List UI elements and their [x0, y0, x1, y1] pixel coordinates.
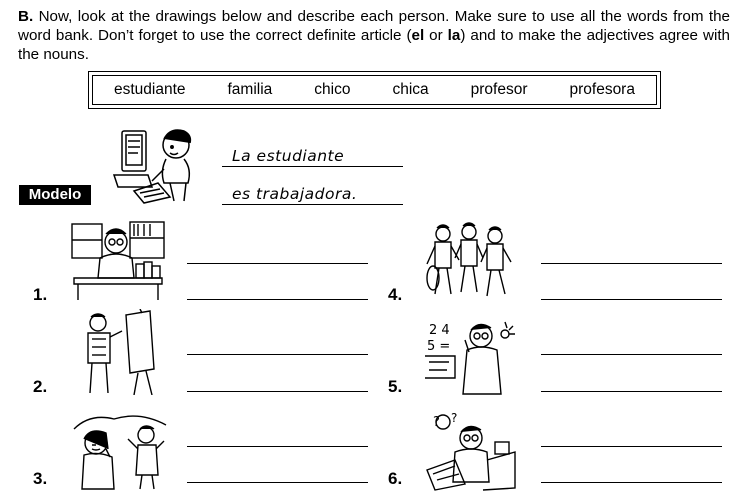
svg-text:2 4: 2 4 [429, 323, 450, 338]
answer-line-4a[interactable] [541, 263, 722, 264]
item-number-6: 6. [388, 469, 403, 488]
item-number-3: 3. [33, 469, 48, 488]
svg-text:5 =: 5 = [427, 339, 451, 354]
modelo-underline-1 [222, 166, 403, 167]
modelo-underline-2 [222, 204, 403, 205]
word-bank-item: familia [227, 81, 273, 98]
section-label: B. [18, 8, 34, 25]
answer-line-3a[interactable] [187, 446, 368, 447]
word-bank-item: profesora [569, 81, 635, 98]
item-number-1: 1. [33, 285, 48, 304]
word-bank-item: estudiante [113, 81, 186, 98]
answer-line-6a[interactable] [541, 446, 722, 447]
modelo-answer-line-2: es trabajadora. [232, 185, 358, 203]
svg-text:?: ? [451, 412, 458, 425]
tired-person-icon [70, 409, 170, 491]
instructions-or: or [424, 27, 448, 44]
student-at-computer-illustration [108, 125, 204, 205]
item-number-4: 4. [388, 285, 403, 304]
instructions-text-2: ) and to make the adjectives agree with the nouns. [18, 27, 730, 63]
answer-line-2a[interactable] [187, 354, 368, 355]
answer-line-1b[interactable] [187, 299, 368, 300]
item-number-5: 5. [388, 377, 403, 396]
word-bank-inner [92, 75, 657, 105]
item-number-2: 2. [33, 377, 48, 396]
answer-line-3b[interactable] [187, 482, 368, 483]
three-boys-walking-icon [425, 222, 515, 302]
article-la: la [447, 27, 461, 44]
answer-line-6b[interactable] [541, 482, 722, 483]
painter-at-easel-icon [82, 309, 164, 395]
answer-line-5b[interactable] [541, 391, 722, 392]
word-bank-item: chica [392, 81, 429, 98]
teacher-with-papers-icon [425, 412, 517, 492]
modelo-badge: Modelo [19, 185, 91, 205]
word-bank [88, 71, 661, 109]
svg-text:?: ? [433, 415, 440, 430]
modelo-answer-line-1: La estudiante [232, 147, 345, 165]
student-at-desk-icon [68, 220, 168, 302]
instructions-text-1: Now, look at the drawings below and describe each person. Make sure to use all the words from the word bank. Don’t forget to use the correct definite article ( [18, 8, 730, 44]
word-bank-item: chico [314, 81, 351, 98]
article-el: el [411, 27, 425, 44]
answer-line-5a[interactable] [541, 354, 722, 355]
word-bank-item: profesor [470, 81, 528, 98]
instructions [18, 7, 730, 64]
teacher-thinking-icon [425, 318, 517, 396]
answer-line-4b[interactable] [541, 299, 722, 300]
answer-line-1a[interactable] [187, 263, 368, 264]
answer-line-2b[interactable] [187, 391, 368, 392]
